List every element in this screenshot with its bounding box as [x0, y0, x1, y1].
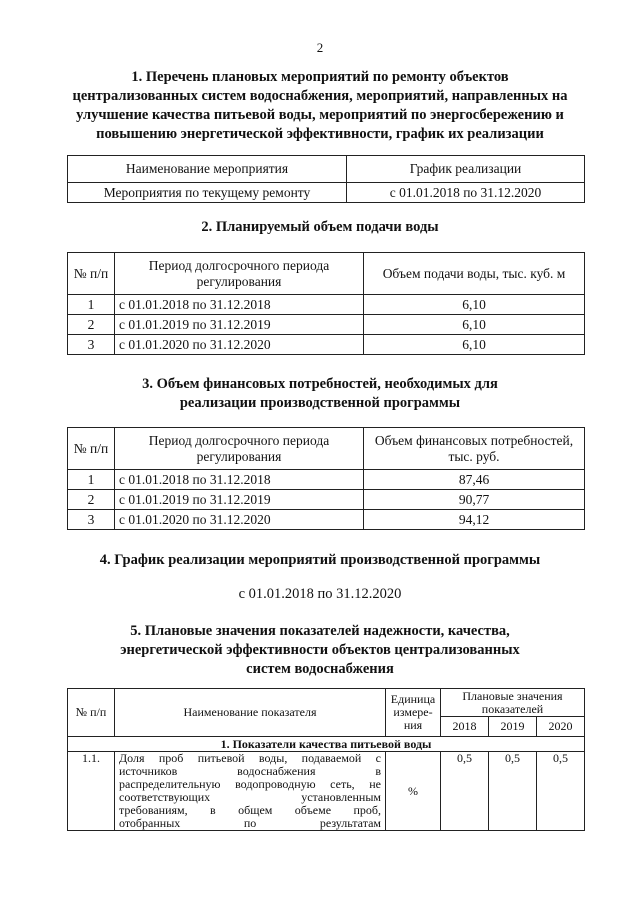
cell-unit: %	[386, 752, 441, 831]
cell-num: 1	[68, 470, 115, 490]
section2-title: 2. Планируемый объем подачи воды	[201, 219, 439, 235]
cell-period: с 01.01.2020 по 31.12.2020	[115, 510, 364, 530]
section1-title-line: централизованных систем водоснабжения, мероприятий, направленных на	[72, 88, 568, 104]
section4-period: с 01.01.2018 по 31.12.2020	[238, 586, 402, 602]
col-header-num: № п/п	[68, 428, 115, 470]
cell-volume: 6,10	[364, 335, 585, 355]
cell-num: 3	[68, 335, 115, 355]
cell-period: с 01.01.2019 по 31.12.2019	[115, 315, 364, 335]
col-header-num: № п/п	[68, 253, 115, 295]
section1-title-line: улучшение качества питьевой воды, мероприятий по энергосбережению и	[76, 107, 564, 123]
cell-period: с 01.01.2018 по 31.12.2018	[115, 470, 364, 490]
col-header-volume: Объем подачи воды, тыс. куб. м	[364, 253, 585, 295]
table-header-row	[68, 253, 585, 295]
table-row	[68, 470, 585, 490]
table-row	[68, 752, 585, 831]
cell-num: 3	[68, 510, 115, 530]
indicator-line: распределительную водопроводную сеть, не	[119, 777, 381, 791]
col-header-period: Период долгосрочного периода регулирования	[115, 253, 364, 295]
cell-value: 0,5	[488, 752, 536, 831]
indicator-line: Доля проб питьевой воды, подаваемой с	[119, 751, 381, 765]
cell-period: с 01.01.2019 по 31.12.2019	[115, 490, 364, 510]
table-row	[68, 183, 585, 203]
cell-value: 0,5	[441, 752, 489, 831]
section1-title-line: повышению энергетической эффективности, график их реализации	[96, 126, 544, 142]
section5-title	[40, 622, 600, 679]
table-row	[68, 490, 585, 510]
cell-volume: 6,10	[364, 295, 585, 315]
section1-title-line: 1. Перечень плановых мероприятий по ремонту объектов	[131, 69, 509, 85]
cell-num: 1	[68, 295, 115, 315]
indicator-line: соответствующих установленным	[119, 790, 381, 804]
cell-indicator	[115, 752, 386, 831]
section5-table	[67, 688, 585, 831]
cell-num: 2	[68, 315, 115, 335]
section2-table	[67, 252, 585, 355]
cell-schedule: с 01.01.2018 по 31.12.2020	[347, 183, 585, 203]
cell-amount: 90,77	[364, 490, 585, 510]
section3-table	[67, 427, 585, 530]
table-row	[68, 335, 585, 355]
table-subheader-row	[68, 737, 585, 752]
cell-period: с 01.01.2018 по 31.12.2018	[115, 295, 364, 315]
table-header-row	[68, 428, 585, 470]
page-number: 2	[316, 40, 324, 55]
section5-title-line: 5. Плановые значения показателей надежности, качества,	[130, 623, 510, 639]
section5-title-line: систем водоснабжения	[246, 661, 394, 677]
table-row	[68, 315, 585, 335]
section5-title-line: энергетической эффективности объектов централизованных	[120, 642, 520, 658]
cell-value: 0,5	[536, 752, 584, 831]
cell-amount: 94,12	[364, 510, 585, 530]
section3-title-line: 3. Объем финансовых потребностей, необходимых для	[142, 376, 498, 392]
col-header-plan: Плановые значения показателей	[441, 689, 585, 717]
indicator-line: отобранных по результатам	[119, 816, 381, 830]
table-row	[68, 510, 585, 530]
section4-title: 4. График реализации мероприятий производственной программы	[99, 552, 541, 568]
cell-period: с 01.01.2020 по 31.12.2020	[115, 335, 364, 355]
cell-name: Мероприятия по текущему ремонту	[68, 183, 347, 203]
col-header-year: 2019	[488, 717, 536, 737]
col-header-period: Период долгосрочного периода регулирования	[115, 428, 364, 470]
section3-title-line: реализации производственной программы	[179, 395, 461, 411]
section1-table	[67, 155, 585, 203]
col-header-year: 2020	[536, 717, 584, 737]
indicator-line: требованиям, в общем объеме проб,	[119, 803, 381, 817]
col-header-num: № п/п	[68, 689, 115, 737]
section3-title	[40, 375, 600, 413]
table-header-row	[68, 156, 585, 183]
subheader: 1. Показатели качества питьевой воды	[68, 737, 585, 752]
cell-num: 2	[68, 490, 115, 510]
cell-amount: 87,46	[364, 470, 585, 490]
col-header-schedule: График реализации	[347, 156, 585, 183]
cell-num: 1.1.	[68, 752, 115, 831]
col-header-finance: Объем финансовых потребностей, тыс. руб.	[364, 428, 585, 470]
col-header-name: Наименование мероприятия	[68, 156, 347, 183]
col-header-indicator: Наименование показателя	[115, 689, 386, 737]
col-header-year: 2018	[441, 717, 489, 737]
cell-volume: 6,10	[364, 315, 585, 335]
section1-title	[40, 68, 600, 144]
indicator-line: источников водоснабжения в	[119, 764, 381, 778]
col-header-unit: Единица измере- ния	[386, 689, 441, 737]
table-row	[68, 295, 585, 315]
table-header-row	[68, 689, 585, 717]
